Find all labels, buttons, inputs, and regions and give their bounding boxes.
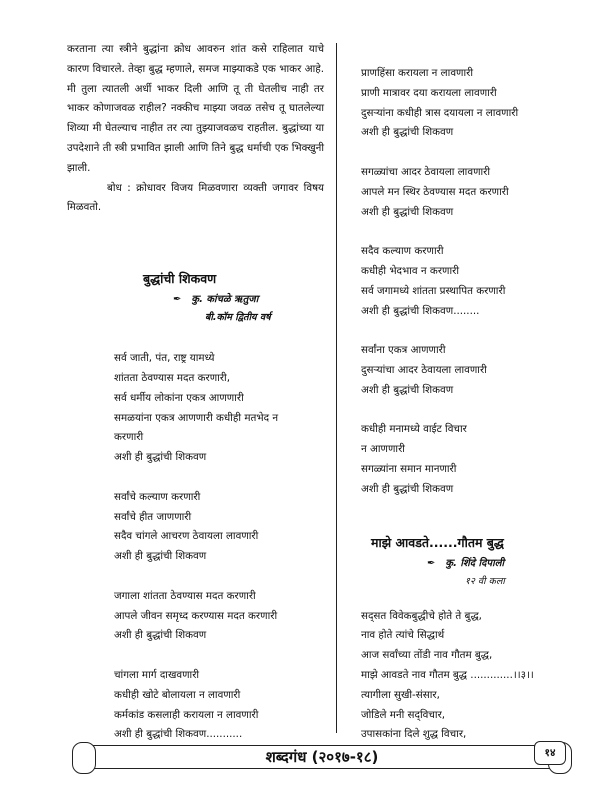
poem-line: अशी ही बुद्धांची शिकवण xyxy=(361,205,454,218)
stanza xyxy=(361,242,561,321)
poem-line: सर्व जाती, पंत, राष्ट्र यामध्ये xyxy=(114,352,215,365)
poem-line: सदैव चांगले आचरण ठेवायला लावणारी xyxy=(114,530,259,543)
stanza xyxy=(361,64,561,143)
poem2-body xyxy=(361,607,561,746)
poem-line: सदैव कल्याण करणारी xyxy=(361,245,444,258)
poem-line: जोडिले मनी सद्‌विचार, xyxy=(361,708,446,721)
poem-line: सगळ्यांना समान मानणारी xyxy=(361,462,457,475)
poem-line: अशी ही बुद्धांची शिकवण........ xyxy=(361,304,480,317)
stanza xyxy=(114,488,324,567)
poem-line: चांगला मार्ग दाखवणारी xyxy=(114,668,200,681)
poem-line: अशी ही बुद्धांची शिकवण xyxy=(114,629,207,642)
footer-scroll-banner xyxy=(72,742,572,772)
poem-line: नाव होते त्यांचे सिद्धार्थ xyxy=(361,629,445,642)
pen-nib-icon: ✒ xyxy=(173,294,182,306)
stanza xyxy=(361,163,561,222)
intro-paragraph: करताना त्या स्त्रीने बुद्धांना क्रोध आवरुन शांत कसे राहिलात याचे कारण विचारले. तेव्हा बुद्ध म्हणाले, समज माझ्याकडे एक भाकर आहे. मी तुला त्यातली अर्धी भाकर दिली आणि तू ती घेतलीच नाही तर भाकर कोणाजवळ राहील? नक्कीच माझ्या जवळ तसेच तू घातलेल्या शिव्या मी घेतल्याच नाहीत तर त्या तुझ्याजवळच राहतील. बुद्धांच्या या उपदेशाने ती स्त्री प्रभावित झाली आणि तिने बुद्ध धर्माची एक भिक्खुनी झाली. xyxy=(67,43,324,174)
author-name: कु. कांचळे ऋतुजा xyxy=(191,294,259,306)
poem-line: कर्मकांड कसलाही करायला न लावणारी xyxy=(114,708,259,721)
poem-line: करणारी xyxy=(114,431,144,444)
stanza xyxy=(114,666,324,745)
poem-line: सर्वांना एकत्र आणणारी xyxy=(361,344,446,357)
poem-line: अशी ही बुद्धांची शिकवण xyxy=(361,383,454,396)
poem-line: कधीही भेदभाव न करणारी xyxy=(361,264,460,277)
author-class: बी.कॉम द्वितीय वर्ष xyxy=(205,312,271,324)
poem-line: त्यागीला सुखी-संसार, xyxy=(361,688,440,701)
poem-line: सर्वांचे कल्याण करणारी xyxy=(114,490,201,503)
stanza xyxy=(114,349,324,468)
poem-line: प्राणहिंसा करायला न लावणारी xyxy=(361,67,474,79)
poem-line: कधीही मनामध्ये वाईट विचार xyxy=(361,423,467,436)
author2-name: कु. शिंदे दिपाली xyxy=(445,557,505,569)
poem-line: दुसऱ्यांचा आदर ठेवायला लावणारी xyxy=(361,363,487,376)
scroll-body xyxy=(82,745,562,769)
poem-line: सर्व जगामध्ये शांतता प्रस्थापित करणारी xyxy=(361,284,506,297)
poem-line: शांतता ठेवण्यास मदत करणारी, xyxy=(114,371,230,384)
poem2-title: माझे आवडते......गौतम बुद्ध xyxy=(371,534,504,550)
right-column xyxy=(361,64,561,745)
poem-line: उपासकांना दिले शुद्ध विचार, xyxy=(361,728,467,741)
poem-line: आपले मन स्थिर ठेवण्यास मदत करणारी xyxy=(361,185,509,198)
author2-class: १२ वी कला xyxy=(465,575,505,587)
column-divider xyxy=(336,43,337,733)
scroll-end-left xyxy=(72,742,96,774)
pen-nib-icon: ✒ xyxy=(427,557,436,569)
poem-line: अशी ही बुद्धांची शिकवण xyxy=(361,482,454,495)
author-byline xyxy=(67,291,324,309)
poem-line: सर्वांचे हीत जाणणारी xyxy=(114,510,192,523)
poem-body xyxy=(67,349,324,745)
poem-line: सद्सत विवेकबुद्धीचे होते ते बुद्ध, xyxy=(361,609,482,622)
poem-line: अशी ही बुद्धांची शिकवण xyxy=(114,550,207,563)
stanza xyxy=(361,341,561,400)
poem-line: जगाला शांतता ठेवण्यास मदत करणारी xyxy=(114,589,256,602)
stanza xyxy=(114,587,324,646)
poem-line: अशी ही बुद्धांची शिकवण xyxy=(114,451,207,464)
poem-line: कधीही खोटे बोलायला न लावणारी xyxy=(114,688,241,701)
magazine-title: शब्दगंध (२०१७-१८) xyxy=(265,748,379,766)
left-column xyxy=(67,40,324,745)
poem-line: दुसऱ्यांना कधीही त्रास दयायला न लावणारी xyxy=(361,106,519,119)
poem-line: न आणणारी xyxy=(361,443,405,456)
moral-paragraph xyxy=(67,179,324,219)
poem-line: आज सर्वांच्या तोंडी नाव गौतम बुद्ध, xyxy=(361,649,493,662)
poem-line: सर्व धर्मीय लोकांना एकत्र आणणारी xyxy=(114,391,244,404)
stanza xyxy=(361,420,561,499)
poem-line: आपले जीवन समृध्द करण्यास मदत करणारी xyxy=(114,609,278,622)
poem-line: समळयांना एकत्र आणणारी कधीही मतभेद न xyxy=(114,411,279,424)
poem-line: अशी ही बुद्धांची शिकवण........... xyxy=(114,728,243,741)
poem-line: प्राणी मात्रावर दया करायला लावणारी xyxy=(361,86,497,99)
page-number: १४ xyxy=(534,741,566,765)
poem-title: बुद्धांची शिकवण xyxy=(143,271,217,287)
author2-byline xyxy=(361,555,561,573)
moral-text: बोध : क्रोधावर विजय मिळवणारा व्यक्ती जगावर विषय मिळवतो. xyxy=(67,181,324,214)
poem-line: सगळ्यांचा आदर ठेवायला लावणारी xyxy=(361,165,491,178)
poem-line: माझे आवडते नाव गौतम बुद्ध .............।।३।। xyxy=(361,668,534,681)
poem-line: अशी ही बुद्धांची शिकवण xyxy=(361,126,454,139)
